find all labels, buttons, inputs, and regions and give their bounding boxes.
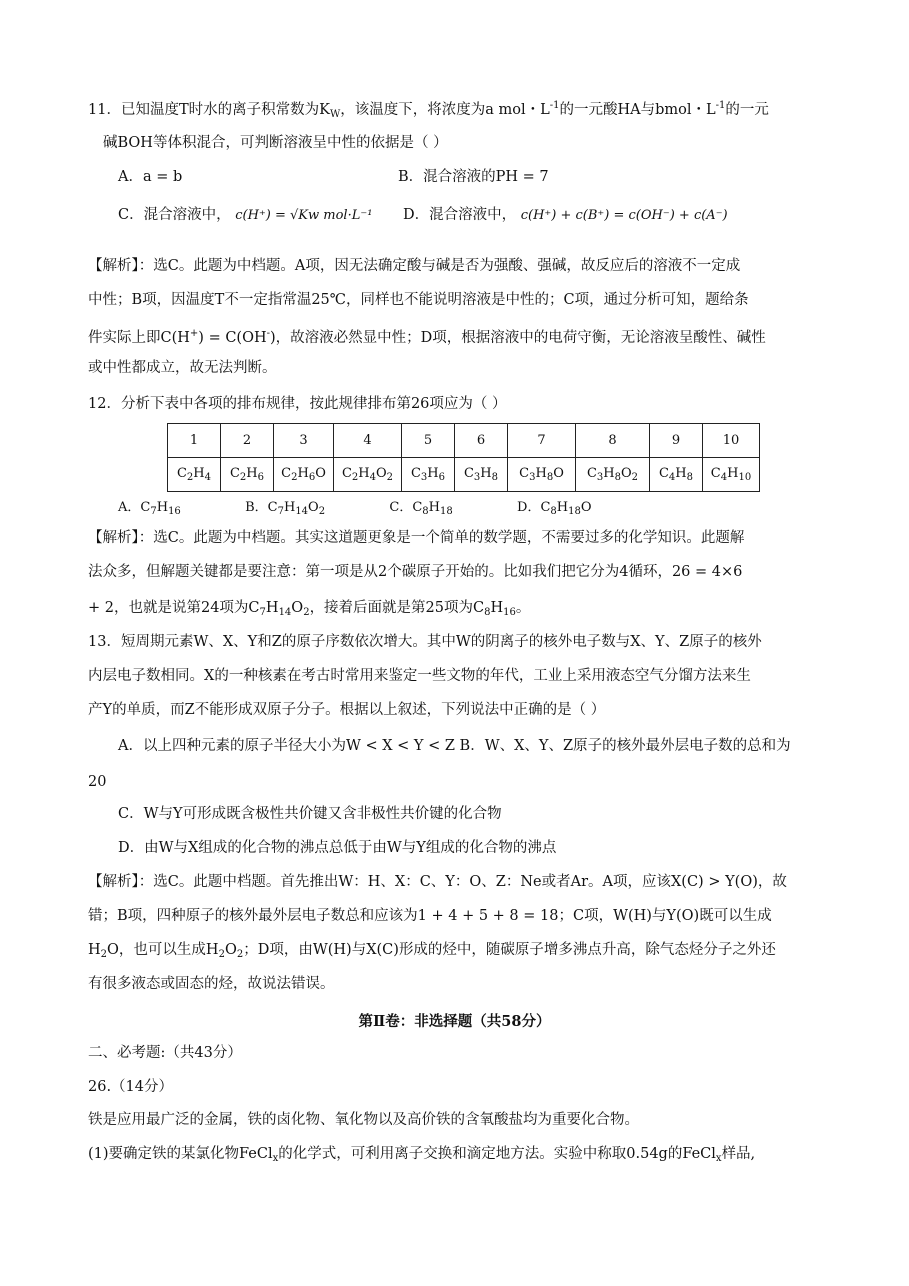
q13-option-ab-cont: 20 <box>88 774 107 790</box>
table-cell: $C_2H_4O_2$ <box>334 458 402 492</box>
a12-line2: 法众多，但解题关键都是要注意：第一项是从2个碳原子开始的。比如我们把它分为4循环，26 = 4×6 <box>88 564 743 580</box>
a13-line4: 有很多液态或固态的烃，故说法错误。 <box>88 976 335 992</box>
q12-options <box>118 498 592 522</box>
table-row <box>168 458 760 492</box>
q12-table <box>167 423 760 492</box>
q11-option-d-formula: c(H⁺) + c(B⁺) = c(OH⁻) + c(A⁻) <box>520 208 728 223</box>
table-header-cell: 5 <box>402 424 455 458</box>
table-cell: $C_2H_6$ <box>221 458 274 492</box>
q11-option-a: A．a = b <box>118 169 183 185</box>
table-cell: $C_3H_8$ <box>455 458 508 492</box>
table-cell: $C_4H_{10}$ <box>703 458 760 492</box>
table-header-cell: 8 <box>576 424 650 458</box>
q13-line3: 产Y的单质，而Z不能形成双原子分子。根据以上叙述，下列说法中正确的是（ ） <box>88 702 606 718</box>
q12-option-d: D．$C_8H_{18}O$ <box>517 500 592 517</box>
a13-line2: 错；B项，四种原子的核外最外层电子数总和应该为1 + 4 + 5 + 8 = 18；C项，W(H)与Y(O)既可以生成 <box>88 908 772 924</box>
table-cell: $C_2H_4$ <box>168 458 221 492</box>
q12-option-c: C．$C_8H_{18}$ <box>389 500 453 517</box>
q26-part1: (1)要确定铁的某氯化物FeCl$_x$的化学式，可利用离子交换和滴定地方法。实验中称取0.54g的FeCl$_x$样品, <box>88 1146 756 1164</box>
a11-line3: 件实际上即C(H+) = C(OH-)，故溶液必然显中性；D项，根据溶液中的电荷守衡，无论溶液呈酸性、碱性 <box>88 328 766 346</box>
a13-line3: $H_2O$，也可以生成$H_2O_2$；D项，由W(H)与X(C)形成的烃中，随碳原子增多沸点升高，除气态烃分子之外还 <box>88 942 776 960</box>
table-header-cell: 7 <box>508 424 576 458</box>
q13-option-c: C．W与Y可形成既含极性共价键又含非极性共价键的化合物 <box>118 806 502 822</box>
q13-option-ab: A．以上四种元素的原子半径大小为W < X < Y < Z B．W、X、Y、Z原子的核外最外层电子数的总和为 <box>118 738 791 754</box>
a11-line4: 或中性都成立，故无法判断。 <box>88 360 277 376</box>
a12-line3: + 2，也就是说第24项为$C_7H_{14}O_2$，接着后面就是第25项为$C_8H_{16}$。 <box>88 600 531 618</box>
table-header-cell: 9 <box>650 424 703 458</box>
a11-line1: 【解析】：选C。此题为中档题。A项，因无法确定酸与碱是否为强酸、强碱，故反应后的溶液不一定成 <box>88 258 741 274</box>
section-heading: 二、必考题:（共43分） <box>88 1045 242 1061</box>
table-cell: $C_4H_8$ <box>650 458 703 492</box>
a12-line1: 【解析】：选C。此题为中档题。其实这道题更象是一个简单的数学题，不需要过多的化学知识。此题解 <box>88 530 745 546</box>
table-header-cell: 3 <box>274 424 334 458</box>
a13-line1: 【解析】：选C。此题中档题。首先推出W：H、X：C、Y：O、Z：Ne或者Ar。A项，应该X(C) > Y(O)，故 <box>88 874 787 890</box>
q11-option-b: B．混合溶液的PH = 7 <box>398 169 549 185</box>
table-header-cell: 1 <box>168 424 221 458</box>
q11-line1: 11．已知温度T时水的离子积常数为$K_W$，该温度下，将浓度为a mol・$L^{-1}$的一元酸HA与bmol・$L^{-1}$的一元 <box>88 100 769 120</box>
q13-line2: 内层电子数相同。X的一种核素在考古时常用来鉴定一些文物的年代，工业上采用液态空气分馏方法来生 <box>88 668 751 684</box>
q12-option-b: B．$C_7H_{14}O_2$ <box>245 500 326 517</box>
a11-line2: 中性；B项，因温度T不一定指常温25℃，同样也不能说明溶液是中性的；C项，通过分析可知，题给条 <box>88 292 749 308</box>
q26-intro: 铁是应用最广泛的金属，铁的卤化物、氧化物以及高价铁的含氧酸盐均为重要化合物。 <box>88 1112 639 1128</box>
q11-line2: 碱BOH等体积混合，可判断溶液呈中性的依据是（ ） <box>103 135 448 151</box>
table-header-cell: 2 <box>221 424 274 458</box>
table-header-cell: 10 <box>703 424 760 458</box>
table-cell: $C_3H_8O_2$ <box>576 458 650 492</box>
table-header-row <box>168 424 760 458</box>
table-cell: $C_2H_6O$ <box>274 458 334 492</box>
part2-title: 第Ⅱ卷：非选择题（共58分） <box>358 1013 551 1030</box>
q13-line1: 13．短周期元素W、X、Y和Z的原子序数依次增大。其中W的阴离子的核外电子数与X、Y、Z原子的核外 <box>88 634 762 650</box>
table-cell: $C_3H_6$ <box>402 458 455 492</box>
q11-option-c: C．混合溶液中， c(H⁺) = √Kw mol·L⁻¹ <box>118 207 373 223</box>
q12-title: 12．分析下表中各项的排布规律，按此规律排布第26项应为（ ） <box>88 396 507 412</box>
q26-heading: 26.（14分） <box>88 1079 174 1095</box>
table-header-cell: 4 <box>334 424 402 458</box>
q12-option-a: A．$C_7H_{16}$ <box>118 500 181 517</box>
q11-option-d: D．混合溶液中， c(H⁺) + c(B⁺) = c(OH⁻) + c(A⁻) <box>403 207 728 223</box>
q11-option-c-formula: c(H⁺) = √Kw mol·L⁻¹ <box>235 208 373 223</box>
table-cell: $C_3H_8O$ <box>508 458 576 492</box>
q13-option-d: D．由W与X组成的化合物的沸点总低于由W与Y组成的化合物的沸点 <box>118 840 557 856</box>
table-header-cell: 6 <box>455 424 508 458</box>
